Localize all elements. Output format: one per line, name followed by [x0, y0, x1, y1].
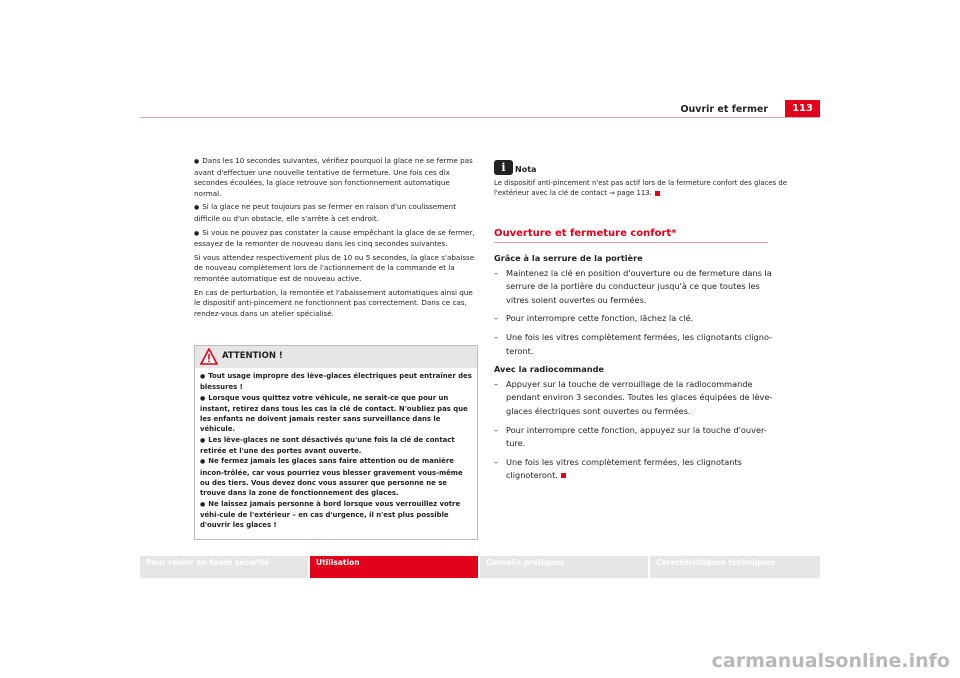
- step-remote-2: – Pour interrompre cette fonction, appuyez sur la touche d'ouver-ture.: [494, 424, 774, 451]
- warning-title: ATTENTION !: [222, 351, 283, 361]
- section-title: Ouverture et fermeture confort*: [494, 228, 677, 239]
- step-door-2: – Pour interrompre cette fonction, lâchez la clé.: [494, 312, 774, 326]
- header-rule: [140, 117, 820, 118]
- left-paragraph-4: Si vous attendez respectivement plus de 10 ou 5 secondes, la glace s'abaisse de nouveau complètement lors de l'actionnement de la commande et la remontée automatique est de nouveau active.: [194, 252, 475, 283]
- warning-box: [194, 345, 478, 540]
- warning-body: [195, 368, 477, 530]
- step-remote-3: – Une fois les vitres complètement fermées, les clignotants clignoteront.: [494, 456, 774, 483]
- warning-header: [195, 346, 477, 368]
- warning-item-2: ● Lorsque vous quittez votre véhicule, ne serait-ce que pour un instant, retirez dans tous les cas la clé de contact. N'oubliez pas que les enfants ne doivent jamais rester sans surveillance dans le véhicule.: [200, 393, 472, 435]
- subheading-remote: Avec la radiocommande: [494, 364, 604, 375]
- footer-tab-specs[interactable]: Caractéristiques techniques: [650, 556, 820, 578]
- left-bullet-2: ● Si la glace ne peut toujours pas se fermer en raison d'un coulissement difficile ou d'un obstacle, elle s'arrête à cet endroit.: [194, 202, 476, 224]
- warning-item-3: ● Les lève-glaces ne sont désactivés qu'une fois la clé de contact retirée et l'une des portes avant ouverte.: [200, 435, 472, 457]
- nota-text-block: [494, 178, 794, 198]
- page-number: 113: [785, 100, 820, 118]
- left-column: [194, 156, 476, 322]
- left-bullet-3: ● Si vous ne pouvez pas constater la cause empêchant la glace de se fermer, essayez de la remonter de nouveau dans les cinq secondes suivantes.: [194, 228, 476, 250]
- nota-title: Nota: [515, 165, 537, 174]
- end-marker-icon: [561, 473, 566, 478]
- info-note-icon: i: [494, 160, 513, 175]
- warning-item-1: ● Tout usage impropre des lève-glaces électriques peut entraîner des blessures !: [200, 371, 472, 393]
- left-bullet-1: ● Dans les 10 secondes suivantes, vérifiez pourquoi la glace ne se ferme pas avant d'effectuer une nouvelle tentative de fermeture. Une fois ces dix secondes écoulées, la glace retrouve son fonctionnement automatique normal.: [194, 156, 476, 199]
- footer-tab-usage[interactable]: Utilisation: [310, 556, 478, 578]
- step-remote-1: – Appuyer sur la touche de verrouillage de la radiocommande pendant environ 3 secondes. Toutes les glaces équipées de lève-glaces électriques sont ouvertes ou fermées.: [494, 378, 774, 419]
- step-door-3: – Une fois les vitres complètement fermées, les clignotants cligno-teront.: [494, 331, 774, 358]
- footer-tab-safety[interactable]: Pour rouler en toute sécurité: [140, 556, 308, 578]
- page-header-title: Ouvrir et fermer: [680, 104, 768, 115]
- subheading-door-lock: Grâce à la serrure de la portière: [494, 253, 643, 263]
- watermark: carmanualsonline.info: [711, 650, 950, 672]
- section-rule: [494, 242, 768, 243]
- end-marker-icon: [655, 191, 660, 196]
- warning-triangle-icon: [200, 348, 218, 365]
- warning-item-5: ● Ne laissez jamais personne à bord lorsque vous verrouillez votre véhi-cule de l'extérieur – en cas d'urgence, il n'est plus possible d'ouvrir les glaces !: [200, 499, 472, 531]
- nota-text: Le dispositif anti-pincement n'est pas actif lors de la fermeture confort des glaces de l'extérieur avec la clé de contact ⇒ page 113.: [494, 179, 787, 197]
- warning-item-4: ● Ne fermez jamais les glaces sans faire attention ou de manière incon-trôlée, car vous pourriez vous blesser gravement vous-même ou des tiers. Vous devez donc vous assurer que personne ne se trouve dans la zone de fonctionnement des glaces.: [200, 456, 472, 498]
- footer-tab-tips[interactable]: Conseils pratiques: [480, 556, 648, 578]
- left-paragraph-5: En cas de perturbation, la remontée et l'abaissement automatiques ainsi que le dispositif anti-pincement ne fonctionnent pas correctement. Dans ce cas, rendez-vous dans un atelier spécialisé.: [194, 287, 473, 318]
- step-door-1: – Maintenez la clé en position d'ouverture ou de fermeture dans la serrure de la portière du conducteur jusqu'à ce que toutes les vitres soient ouvertes ou fermées.: [494, 267, 774, 308]
- right-column: [494, 252, 774, 488]
